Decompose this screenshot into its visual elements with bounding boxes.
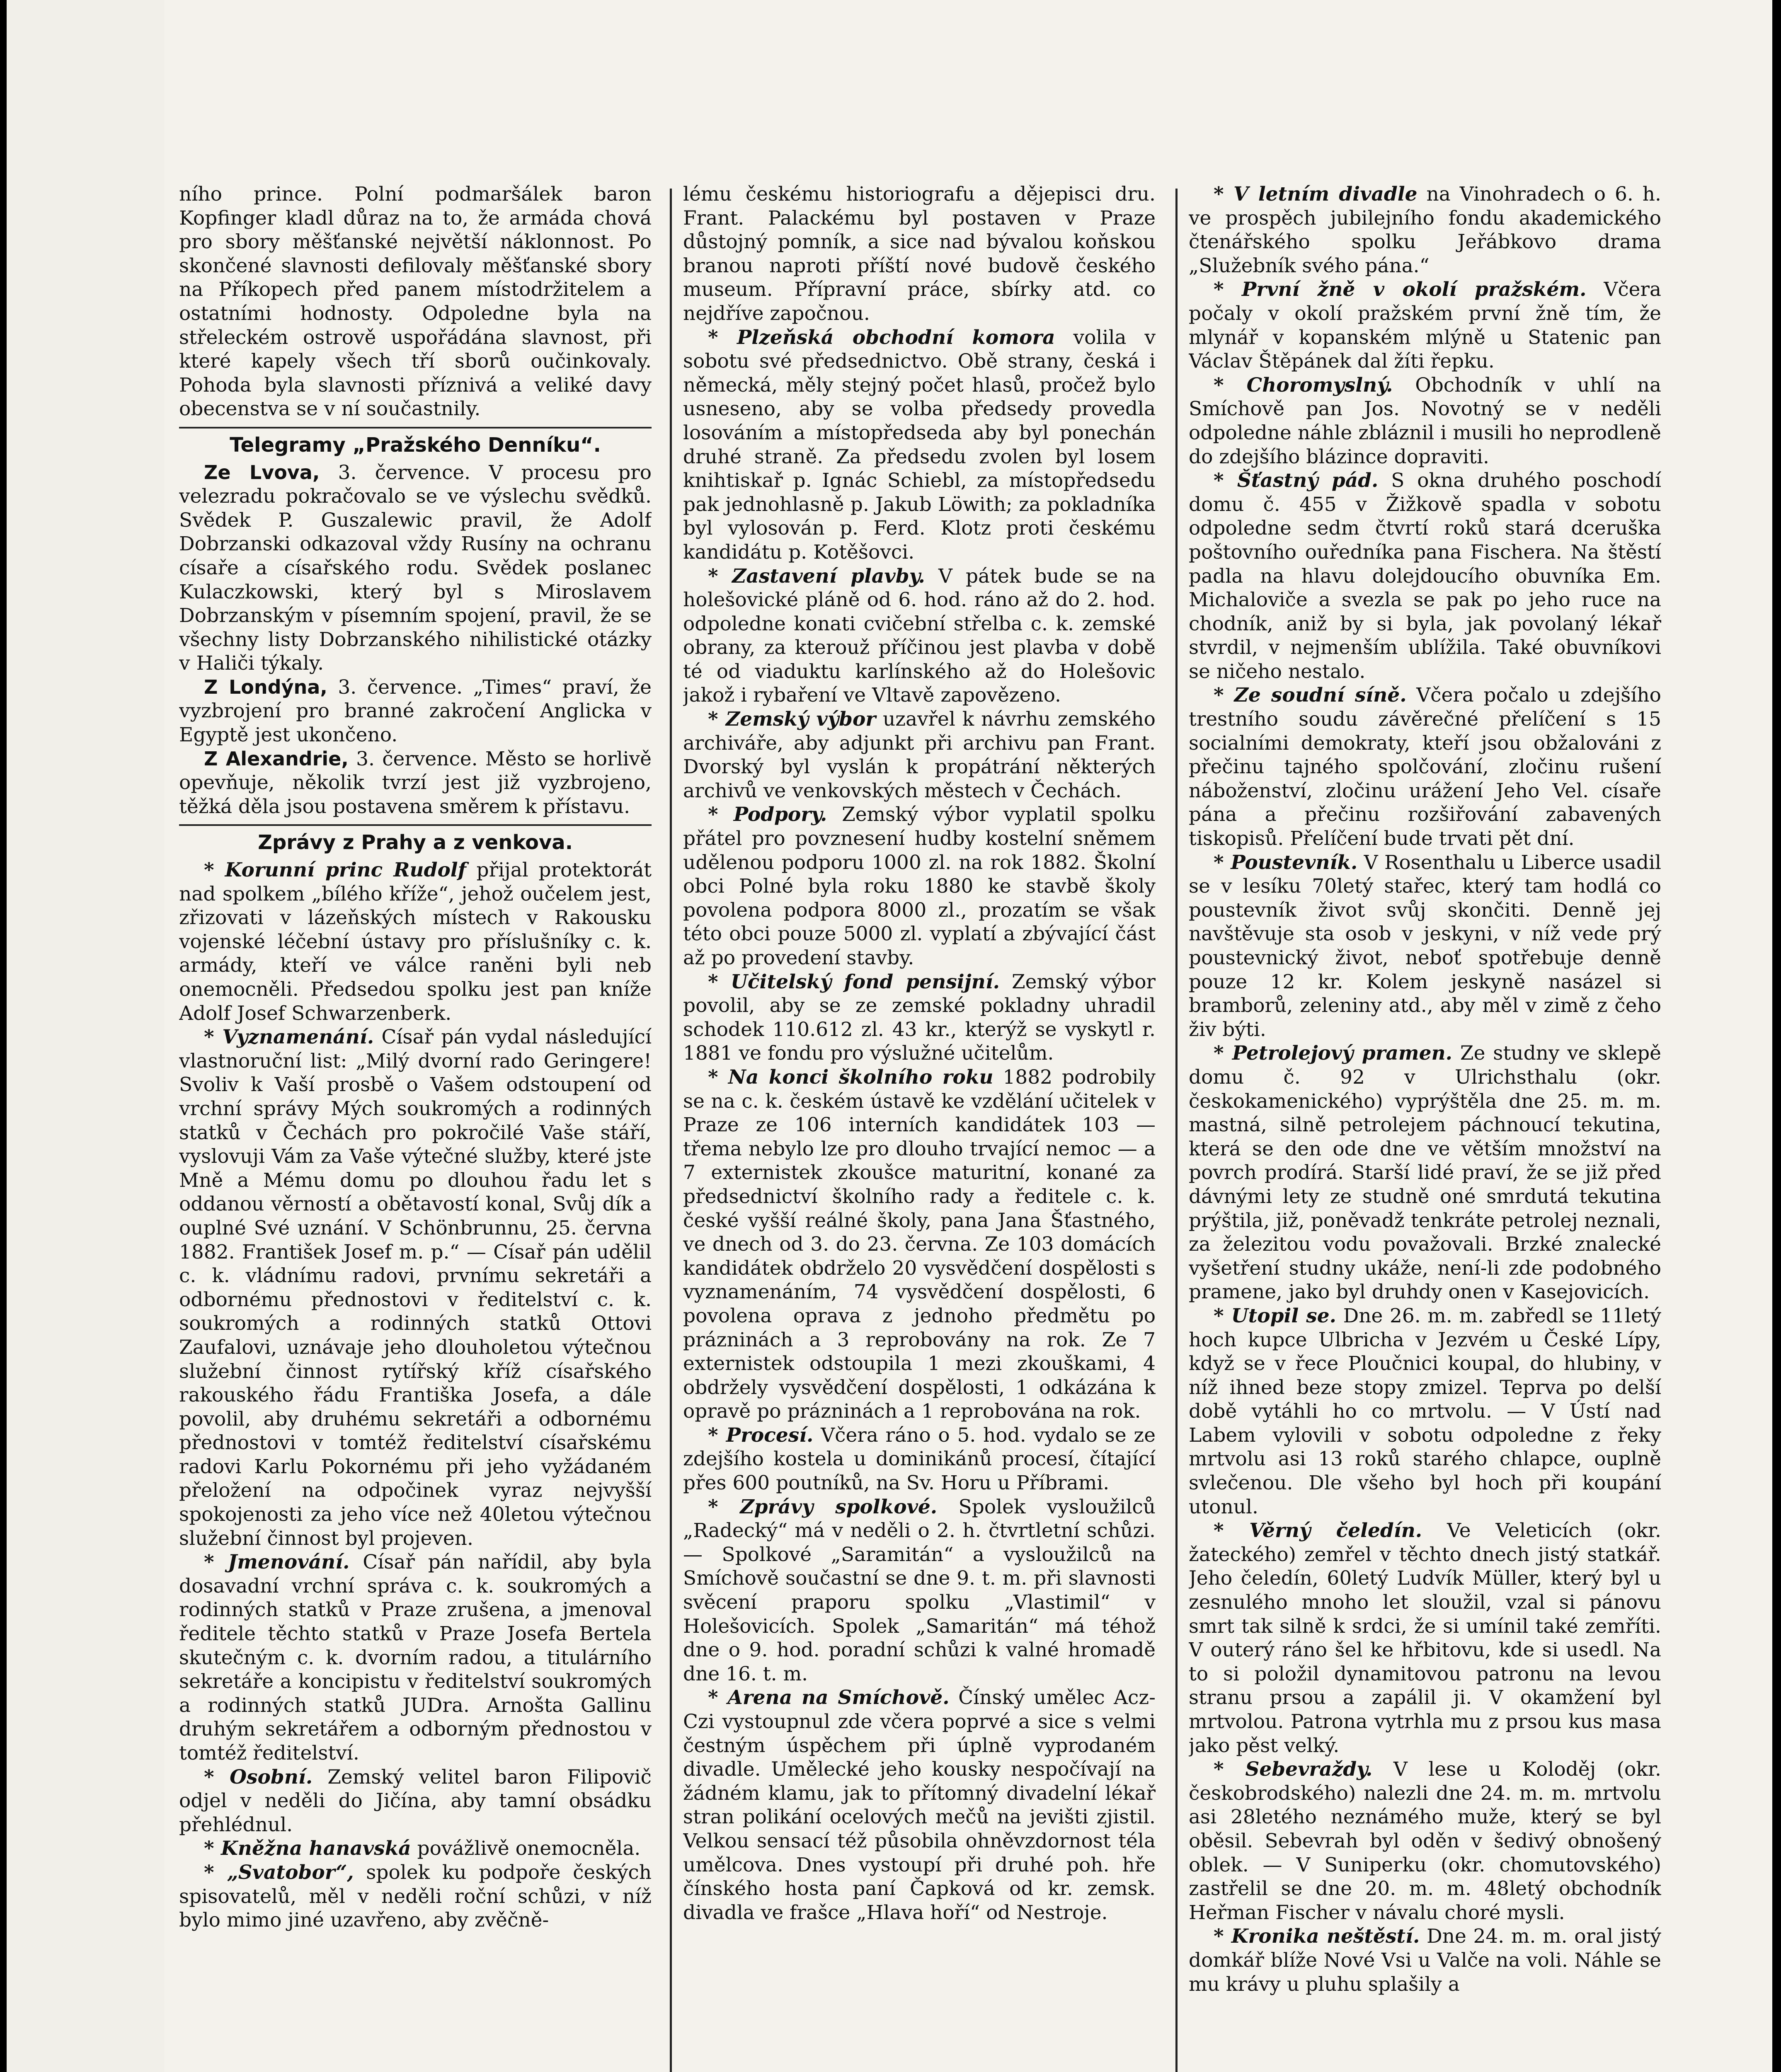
column-rule — [1175, 189, 1178, 2072]
news-item: * Poustevník. V Rosenthalu u Liberce usadil se v lesíku 70letý stařec, který tam hodlá co poustevník život svůj skončiti. Denně jej navštěvuje sta osob v jeskyni, v níž vede prý poustevnický život, neboť spotřebuje denně pouze 12 kr. Kolem jeskyně nasázel si bramborů, zeleniny atd., aby měl v zimě z čeho živ býti. — [1189, 851, 1661, 1041]
news-item: * Učitelský fond pensijní. Zemský výbor povolil, aby se ze zemské pokladny uhradil schodek 110.612 zl. 43 kr., kterýž se vyskytl r. 1881 ve fondu pro výslužné učitelům. — [683, 970, 1156, 1065]
column-rule — [670, 189, 672, 2072]
news-item: * Kněžna hanavská povážlivě onemocněla. — [204, 1837, 641, 1860]
telegram-alexandria: Z Alexandrie, 3. července. Město se horlivě opevňuje, několik tvrzí jest již vyzbrojeno, těžká děla jsou postavena směrem k přístavu. — [179, 747, 652, 818]
dateline: Z Alexandrie, — [204, 747, 349, 770]
news-item: * Na konci školního roku 1882 podrobily se na c. k. českém ústavě ke vzdělání učitelek v Praze ze 106 interních kandidátek 103 — třema nebylo lze pro dlouho trvající nemoc — a 7 externistek zkoušce maturitní, konané za předsednictví školního rady a ředitele c. k. české vyšší reálné školy, pana Jana Šťastného, ve dnech od 3. do 23. června. Ze 103 domácích kandidátek obdrželo 20 vysvědčení dospělosti s vyznamenáním, 74 vysvědčení dospělosti, 6 povolena oprava z jednoho předmětu po prázninách a 3 reprobovány na rok. Ze 7 externistek odstoupila 1 mezi zkouškami, 4 obdržely vysvědčení dospělosti, 1 odkázána k opravě po prázninách a 1 reprobována na rok. — [683, 1065, 1156, 1423]
dateline: Z Londýna, — [204, 675, 327, 698]
news-item: * Vyznamenání. Císař pán vydal následující vlastnoruční list: „Milý dvorní rado Geringere! Svoliv k Vaší prosbě o Vašem odstoupení od vrchní správy Mých soukromých a rodinných statků v Čechách pro pokročilé Vaše stáří, vyslovuji Vám za Vaše výtečné služby, které jste Mně a Mému domu po dlouhou řadu let s oddanou věrností a obětavostí konal, Svůj dík a ouplné Své uznání. V Schönbrunnu, 25. června 1882. František Josef m. p.“ — Císař pán udělil c. k. vládnímu radovi, prvnímu sekretáři a odbornému přednostovi v ředitelství c. k. soukromých a rodinných statků Ottovi Zaufalovi, uznávaje jeho dlouholetou výtečnou služební činnost rytířský kříž císařského rakouského řádu Františka Josefa, a dále povolil, aby druhému sekretáři a odbornému přednostovi v tomtéž ředitelství císařskému radovi Karlu Pokornému při jeho vyžádaném přeložení na odpočinek vyraz nejvyšší spokojenosti za jeho více než 40letou výtečnou služební činnost byl projeven. — [179, 1026, 652, 1550]
column-1 — [179, 182, 652, 2072]
news-item: * Kronika neštěstí. Dne 24. m. m. oral jistý domkář blíže Nové Vsi u Valče na voli. Náhle se mu krávy u pluhu splašily a — [1189, 1925, 1661, 1996]
news-item: * Choromyslný. Obchodník v uhlí na Smíchově pan Jos. Novotný se v neděli odpoledne náhle zbláznil i musili ho neprodleně do zdejšího blázince dopraviti. — [1189, 373, 1661, 468]
news-item: * Šťastný pád. S okna druhého poschodí domu č. 455 v Žižkově spadla v sobotu odpoledne sedm čtvrtí roků stará dceruška poštovního ouředníka pana Fischera. Na štěstí padla na hlavu dolejdoucího obuvníka Em. Michaloviče a svezla se pak po jeho ruce na chodník, aniž by si byla, jak povolaný lékař stvrdil, v nejmenším ublížila. Také obuvníkovi se ničeho nestalo. — [1189, 469, 1661, 683]
news-item: * První žně v okolí pražském. Včera počaly v okolí pražském první žně tím, že mlynář v kopanském mlýně u Statenic pan Václav Štěpánek dal žíti řepku. — [1189, 278, 1661, 373]
news-item: * Procesí. Včera ráno o 5. hod. vydalo se ze zdejšího kostela u dominikánů procesí, čítající přes 600 poutníků, na Sv. Horu u Příbrami. — [683, 1423, 1156, 1495]
news-item: * Utopil se. Dne 26. m. m. zabředl se 11letý hoch kupce Ulbricha v Jezvém u České Lípy, když se v řece Ploučnici koupal, do hlubiny, v níž ihned beze stopy zmizel. Teprva po delší době vytáhli ho co mrtvolu. — V Ústí nad Labem vylovili v sobotu odpoledne z řeky mrtvolu asi 13 roků starého chlapce, ouplně svlečenou. Dle všeho byl hoch při koupání utonul. — [1189, 1304, 1661, 1518]
news-item: * V letním divadle na Vinohradech o 6. h. ve prospěch jubilejního fondu akademického čtenářského spolku Jeřábkovo drama „Služebník svého pána.“ — [1189, 183, 1661, 277]
news-item: * Arena na Smíchově. Čínský umělec Acz-Czi vystoupnul zde včera poprvé a sice s velmi čestným úspěchem při úplně vyprodaném divadle. Umělecké jeho kousky nespočívají na žádném klamu, jak to přítomný divadelní lékař stran polikání ocelových mečů na jevišti zjistil. Velkou sensací též působila ohněvzdornost téla umělcova. Dnes vystoupí při druhé poh. hře čínského hosta paní Čapková od kr. zemsk. divadla ve frašce „Hlava hoří“ od Nestroje. — [683, 1686, 1156, 1924]
news-item: * Jmenování. Císař pán nařídil, aby byla dosavadní vrchní správa c. k. soukromých a rodinných statků v Praze zrušena, a jmenoval ředitele těchto statků v Praze Josefa Bertela skutečným c. k. dvorním radou, a titulárního sekretáře a koncipistu v ředitelství soukromých a rodinných statků JUDra. Arnošta Gallinu druhým sekretářem a odborným přednostou v tomtéž ředitelství. — [179, 1551, 652, 1765]
news-item: * Plzeňská obchodní komora volila v sobotu své předsednictvo. Obě strany, česká i německá, měly stejný počet hlasů, pročež bylo usneseno, aby se volba předsedy provedla losováním a místopředseda aby byl ponechán druhé straně. Za předsedu zvolen byl losem knihtiskař p. Ignác Schiebl, za místopředsedu pak jednohlasně p. Jakub Löwith; za pokladníka byl vylosován p. Ferd. Klotz proti českému kandidátu p. Kotěšovci. — [683, 326, 1156, 564]
column-2 — [683, 182, 1156, 2072]
news-item: * Korunní princ Rudolf přijal protektorát nad spolkem „bílého kříže“, jehož oučelem jest, zřizovati v lázeňských místech v Rakousku vojenské léčební ústavy pro příslušníky c. k. armády, kteří ve válce raněni byli neb onemocněli. Předsedou spolku jest pan kníže Adolf Josef Schwarzenberk. — [179, 859, 652, 1025]
news-item: * Osobní. Zemský velitel baron Filipovič odjel v neděli do Jičína, aby tamní obsádku přehlédnul. — [179, 1765, 652, 1836]
telegram-london: Z Londýna, 3. července. „Times“ praví, že vyzbrojení pro branné zakročení Anglicka v Egyptě jest ukončeno. — [179, 675, 652, 747]
news-item: * „Svatobor“, spolek ku podpoře českých spisovatelů, měl v neděli roční schůzi, v níž bylo mimo jiné uzavřeno, aby zvěčně- — [179, 1861, 652, 1932]
news-item: * Zastavení plavby. V pátek bude se na holešovické pláně od 6. hod. ráno až do 2. hod. odpoledne konati cvičební střelba c. k. zemské obrany, za kterouž příčinou jest plavba v době té od viaduktu karlínského až do Holešovic jakož i rybaření ve Vltavě zapovězeno. — [683, 564, 1156, 707]
news-item: * Sebevraždy. V lese u Koloděj (okr. českobrodského) nalezli dne 24. m. m. mrtvolu asi 28letého neznámého muže, který se byl oběsil. Sebevrah byl oděn v šedivý obnošený oblek. — V Suniperku (okr. chomutovského) zastřelil se dne 20. m. m. 48letý obchodník Heřman Fischer v návalu choré mysli. — [1189, 1758, 1661, 1924]
news-item: * Věrný čeledín. Ve Veleticích (okr. žateckého) zemřel v těchto dnech jistý statkář. Jeho čeledín, 60letý Ludvík Müller, který byl u zesnulého mnoho let sloužil, vzal si pánovu smrt tak silně k srdci, že si umínil také zemříti. V outerý ráno šel ke hřbitovu, kde si usedl. Na to si položil dynamitovou patronu na levou stranu prsou a zapálil ji. V okamžení byl mrtvolou. Patrona vytrhla mu z prsou kus masa jako pěst velký. — [1189, 1519, 1661, 1757]
telegram-lvov: Ze Lvova, 3. července. V procesu pro velezradu pokračovalo se ve výslechu svědků. Svědek P. Guszalewic pravil, že Adolf Dobrzanski odkazoval vždy Rusíny na ochranu císaře a císařského rodu. Svědek poslanec Kulaczkowski, který byl s Miroslavem Dobrzanským v písemním spojení, pravil, že se všechny listy Dobrzanského nihilistické otázky v Haliči týkaly. — [179, 461, 652, 675]
news-item: * Podpory. Zemský výbor vyplatil spolku přátel pro povznesení hudby kostelní sněmem udělenou podporu 1000 zl. na rok 1882. Školní obci Polné byla roku 1880 ke stavbě školy povolena podpora 8000 zl., prozatím se však této obci pouze 5000 zl. vyplatí a zbývající část až po provedení stavby. — [683, 803, 1156, 969]
news-item: * Petrolejový pramen. Ze studny ve sklepě domu č. 92 v Ulrichsthalu (okr. českokamenického) vyprýštěla dne 25. m. m. mastná, silně petrolejem páchnoucí tekutina, která se den ode dne ve větším množství na povrch prodírá. Starší lidé praví, že se již před dávnými lety ze studně oné smrdutá tekutina prýštila, již, poněvadž tenkráte petrolej neznali, za železitou vodu považovali. Brzké znalecké vyšetření studny ukáže, není-li zde podobného pramene, jako byl druhdy onen v Kasejovicích. — [1189, 1042, 1661, 1304]
section-heading-news: Zprávy z Prahy a z venkova. — [179, 824, 652, 855]
news-item: * Zemský výbor uzavřel k návrhu zemského archiváře, aby adjunkt při archivu pan Frant. Dvorský byl vyslán k propátrání některých archivů ve venkovských městech v Čechách. — [683, 708, 1156, 802]
article-continuation: lému českému historiografu a dějepisci dru. Frant. Palackému byl postaven v Praze důstojný pomník, a sice nad bývalou koňskou branou naproti příští nové budově českého museum. Přípravní práce, sbírky atd. co nejdříve započnou. — [683, 183, 1156, 325]
section-heading-telegrams: Telegramy „Pražského Denníku“. — [179, 427, 652, 457]
column-3 — [1189, 182, 1661, 2072]
news-item: * Zprávy spolkové. Spolek vysloužilců „Radecký“ má v neděli o 2. h. čtvrtletní schůzi. — Spolkové „Saramitán“ a vysloužilců na Smíchově součastní se dne 9. t. m. při slavnosti svěcení praporu spolku „Vlastimil“ v Holešovicích. Spolek „Samaritán“ má téhož dne o 9. hod. poradní schůzi k valné hromadě dne 16. t. m. — [683, 1495, 1156, 1685]
article-continuation: ního prince. Polní podmaršálek baron Kopfinger kladl důraz na to, že armáda chová pro sbory měšťanské největší náklonnost. Po skončené slavnosti defilovaly měšťanské sbory na Příkopech před panem místodržitelem a ostatními hodnosty. Odpoledne byla na střeleckém ostrově uspořádána slavnost, při které kapely všech tří sborů oučinkovaly. Pohoda byla slavnosti příznivá a veliké davy obecenstva se v ní součastnily. — [179, 183, 652, 421]
dateline: Ze Lvova, — [204, 461, 320, 484]
news-item: * Ze soudní síně. Včera počalo u zdejšího trestního soudu závěrečné přelíčení s 15 socialními demokraty, kteří jsou obžalováni z přečinu tajného spolčování, zločinu rušení náboženství, zločinu urážení Jeho Vel. císaře pána a přečinu rozšiřování zabavených tiskopisů. Přelíčení bude trvati pět dní. — [1189, 684, 1661, 850]
